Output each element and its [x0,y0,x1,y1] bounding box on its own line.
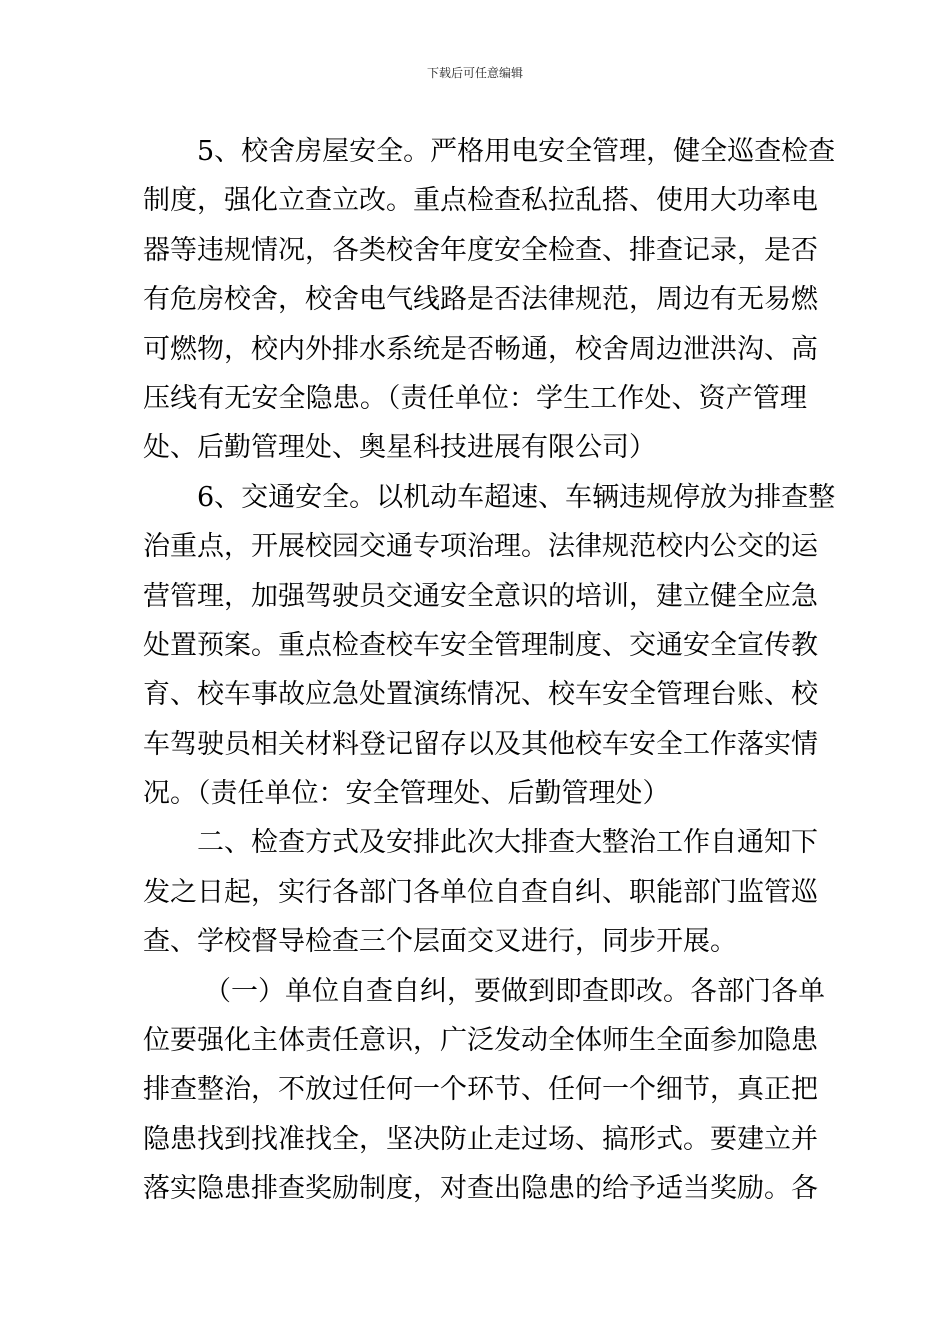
paragraph-school-buildings [143,127,836,473]
text-line: 落实隐患排查奖励制度，对查出隐患的给予适当奖励。各 [143,1173,818,1205]
text-line: （一）单位自查自纠，要做到即查即改。各部门各单 [204,975,825,1007]
text-line: 制度，强化立查立改。重点检查私拉乱搭、使用大功率电 [143,185,818,217]
text-line: 可燃物，校内外排水系统是否畅通，校舍周边泄洪沟、高 [143,333,818,365]
text-line: 压线有无安全隐患。（责任单位：学生工作处、资产管理 [143,382,807,414]
text-line: 况。（责任单位：安全管理处、后勤管理处） [143,778,670,810]
text-line: 育、校车事故应急处置演练情况、校车安全管理台账、校 [143,679,818,711]
text-line: 二、检查方式及安排此次大排查大整治工作自通知下 [197,827,818,859]
text-line: 处、后勤管理处、奥星科技进展有限公司） [143,432,656,464]
text-line: 车驾驶员相关材料登记留存以及其他校车安全工作落实情 [143,728,818,760]
text-line: 发之日起，实行各部门各单位自查自纠、职能部门监管巡 [143,876,818,908]
paragraph-self-inspection [143,967,825,1214]
document-body [143,127,836,1214]
text-line: 器等违规情况，各类校舍年度安全检查、排查记录，是否 [143,234,818,266]
text-line: 位要强化主体责任意识，广泛发动全体师生全面参加隐患 [143,1025,818,1057]
text-line: 排查整治，不放过任何一个环节、任何一个细节，真正把 [143,1074,818,1106]
paragraph-inspection-method [143,818,818,966]
text-line: 处置预案。重点检查校车安全管理制度、交通安全宣传教 [143,629,818,661]
text-line: 营管理，加强驾驶员交通安全意识的培训，建立健全应急 [143,580,818,612]
text-line: 6、交通安全。以机动车超速、车辆违规停放为排查整 [197,481,836,513]
text-line: 治重点，开展校园交通专项治理。法律规范校内公交的运 [143,531,818,563]
text-line: 隐患找到找准找全，坚决防止走过场、搞形式。要建立并 [143,1123,818,1155]
text-line: 有危房校舍，校舍电气线路是否法律规范，周边有无易燃 [143,284,818,316]
page-header: 下载后可任意编辑 [426,66,523,80]
text-line: 查、学校督导检查三个层面交叉进行，同步开展。 [143,926,737,958]
paragraph-traffic-safety [143,473,836,819]
text-line: 5、校舍房屋安全。严格用电安全管理，健全巡查检查 [197,136,836,167]
